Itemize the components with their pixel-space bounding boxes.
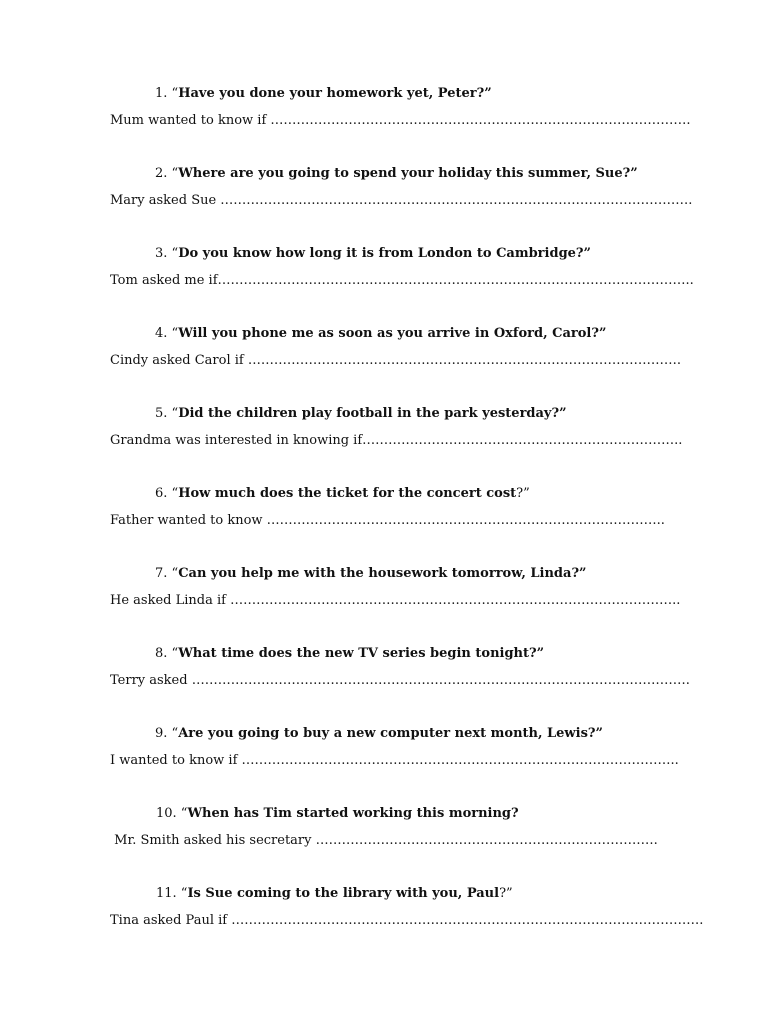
answer-line: Father wanted to know ………………………………………………………………………………..	[110, 513, 665, 528]
question-line	[155, 246, 591, 262]
question-text: What time does the new TV series begin tonight?”	[178, 646, 545, 661]
question-line	[156, 886, 513, 902]
question-text: Is Sue coming to the library with you, Paul	[187, 886, 500, 901]
answer-line: Tina asked Paul if ……………………………………………………………………………………………….	[110, 913, 704, 928]
question-text: Do you know how long it is from London to Cambridge?”	[178, 246, 592, 261]
question-line	[155, 86, 492, 102]
question-tail: ?”	[499, 886, 513, 901]
question-number: 5. “	[155, 406, 179, 421]
question-line	[155, 326, 606, 342]
question-text: Have you done your homework yet, Peter?”	[178, 86, 492, 101]
question-line	[155, 486, 530, 502]
question-text: When has Tim started working this morning?	[187, 806, 519, 821]
question-number: 6. “	[155, 486, 179, 501]
question-line	[155, 406, 567, 422]
question-text: Can you help me with the housework tomorrow, Linda?”	[178, 566, 587, 581]
question-line	[155, 726, 603, 742]
question-tail: ?”	[516, 486, 530, 501]
answer-line: Terry asked …………………………………………………………………………………………………….	[110, 673, 690, 688]
answer-line: Tom asked me if………………………………………………………………………………………………..	[110, 273, 694, 288]
answer-line: I wanted to know if ………………………………………………………………………………………..	[110, 753, 679, 768]
question-line	[155, 566, 587, 582]
question-number: 3. “	[155, 246, 179, 261]
question-number: 1. “	[155, 86, 179, 101]
question-number: 8. “	[155, 646, 179, 661]
question-text: Where are you going to spend your holiday this summer, Sue?”	[178, 166, 638, 181]
question-number: 7. “	[155, 566, 179, 581]
question-text: How much does the ticket for the concert cost	[178, 486, 517, 501]
answer-line: Mary asked Sue ……………………………………………………………………………………………….	[110, 193, 693, 208]
question-text: Will you phone me as soon as you arrive in Oxford, Carol?”	[178, 326, 607, 341]
answer-line: He asked Linda if …………………………………………………………………………………………..	[110, 593, 681, 608]
question-text: Did the children play football in the park yesterday?”	[178, 406, 567, 421]
answer-line: Grandma was interested in knowing if………………………………………………………………..	[110, 433, 683, 448]
question-line	[156, 806, 519, 822]
question-number: 10. “	[156, 806, 188, 821]
question-text: Are you going to buy a new computer next month, Lewis?”	[178, 726, 603, 741]
answer-line: Mr. Smith asked his secretary …………………………………………………………………….	[110, 833, 658, 848]
question-number: 9. “	[155, 726, 179, 741]
question-line	[155, 166, 638, 182]
question-number: 4. “	[155, 326, 179, 341]
answer-line: Cindy asked Carol if ……………………………………………………………………………………….	[110, 353, 681, 368]
answer-line: Mum wanted to know if …………………………………………………………………………………….	[110, 113, 691, 128]
question-number: 11. “	[156, 886, 188, 901]
question-number: 2. “	[155, 166, 179, 181]
question-line	[155, 646, 544, 662]
